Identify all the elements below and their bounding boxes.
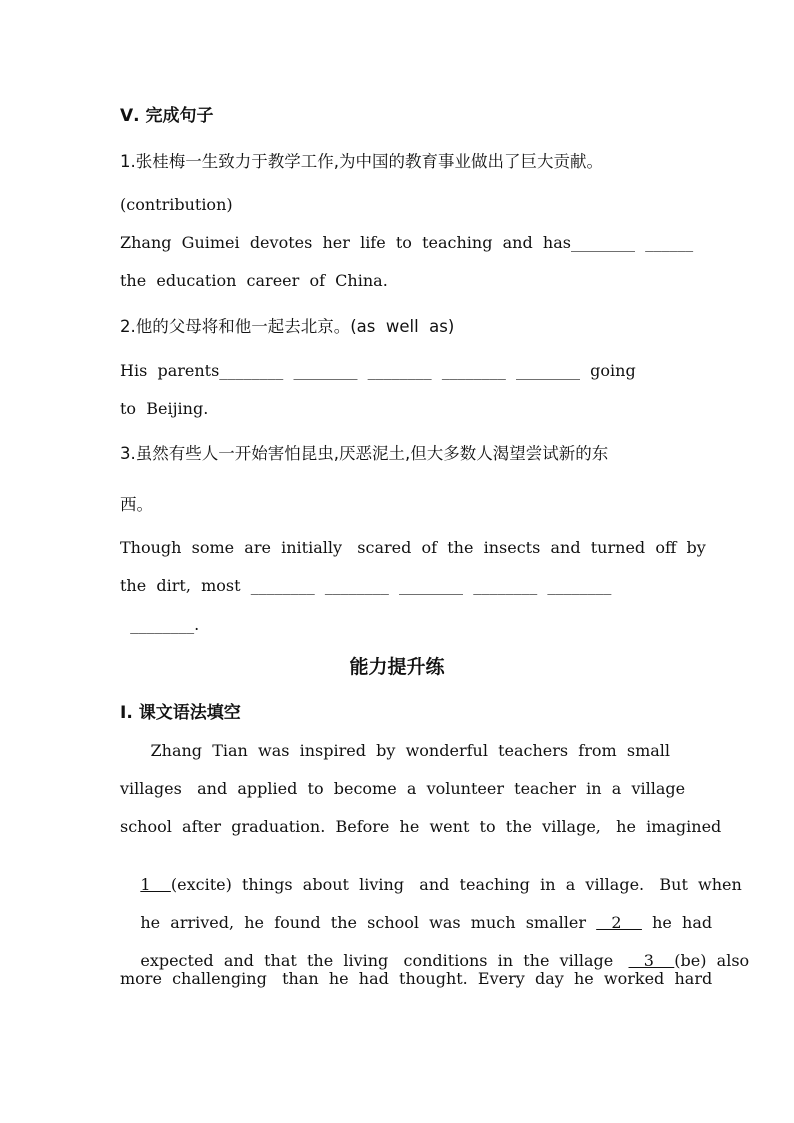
section-heading-grammar-fill: Ⅰ. 课文语法填空 — [120, 703, 241, 723]
blank-1: 1 — [140, 875, 171, 894]
passage-line-7: more challenging than he had thought. Every day he worked hard — [120, 969, 713, 988]
passage-line-5-end: he had — [641, 913, 713, 932]
passage-line-1: Zhang Tian was inspired by wonderful teachers from small — [120, 741, 671, 760]
passage-line-6-text: expected and that the living conditions in the village — [140, 951, 629, 970]
question-1-english-line-2: the education career of China. — [120, 271, 388, 290]
question-1-chinese: 1.张桂梅一生致力于教学工作,为中国的教育事业做出了巨大贡献。 — [120, 152, 603, 171]
question-2-chinese: 2.他的父母将和他一起去北京。(as well as) — [120, 317, 455, 336]
section-title: 能力提升练 — [349, 656, 445, 678]
blank-2: 2 — [596, 913, 642, 932]
passage-line-6-end: (be) also — [674, 951, 750, 970]
passage-line-3: school after graduation. Before he went to the village, he imagined — [120, 817, 722, 836]
question-3-english-line-3: ________. — [120, 615, 200, 634]
question-2-english-line-2: to Beijing. — [120, 399, 209, 418]
section-heading-completion: Ⅴ. 完成句子 — [120, 106, 214, 126]
passage-line-4-text: (excite) things about living and teaching in a village. But when — [170, 875, 742, 894]
passage-line-2: villages and applied to become a volunteer teacher in a village — [120, 779, 686, 798]
question-1-hint: (contribution) — [120, 195, 233, 214]
question-3-english-line-1: Though some are initially scared of the insects and turned off by — [120, 538, 706, 557]
blank-3: 3 — [628, 951, 675, 970]
question-3-english-line-2: the dirt, most ________ ________ ________ ________ ________ — [120, 576, 612, 595]
question-3-chinese-line-1: 3.虽然有些人一开始害怕昆虫,厌恶泥土,但大多数人渴望尝试新的东 — [120, 444, 609, 463]
question-1-english-line-1: Zhang Guimei devotes her life to teaching and has________ ______ — [120, 233, 694, 252]
passage-line-5-text: he arrived, he found the school was much smaller — [140, 913, 597, 932]
question-2-english-line-1: His parents________ ________ ________ ________ ________ going — [120, 361, 636, 380]
question-3-chinese-line-2: 西。 — [120, 495, 153, 514]
